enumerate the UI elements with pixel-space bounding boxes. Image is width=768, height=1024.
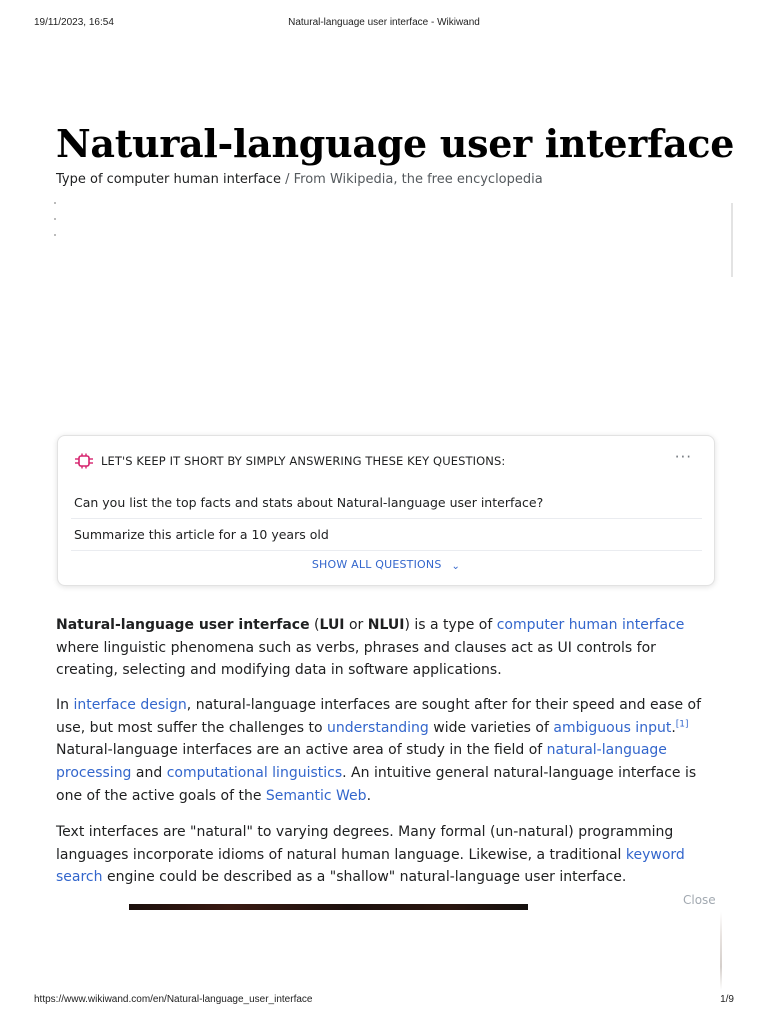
link-ambiguous-input[interactable]: ambiguous input bbox=[553, 719, 672, 736]
close-button[interactable]: Close bbox=[683, 893, 716, 907]
link-keyword-search[interactable]: keyword search bbox=[56, 846, 685, 886]
ai-chip-icon bbox=[74, 453, 94, 469]
abbr-lui: LUI bbox=[319, 617, 345, 633]
print-url: https://www.wikiwand.com/en/Natural-language_user_interface bbox=[34, 994, 313, 1005]
key-questions-heading: LET'S KEEP IT SHORT BY SIMPLY ANSWERING THESE KEY QUESTIONS: bbox=[101, 454, 506, 468]
key-questions-header bbox=[74, 452, 505, 470]
source-note: From Wikipedia, the free encyclopedia bbox=[293, 172, 543, 187]
print-datetime: 19/11/2023, 16:54 bbox=[34, 17, 114, 28]
link-natural-language-processing[interactable]: natural-language processing bbox=[56, 742, 667, 782]
term-bold: Natural-language user interface bbox=[56, 617, 310, 633]
paragraph-interface-design: In interface design, natural-language interfaces are sought after for their speed and ease of use, but most suffer the challenges to understanding wide varieties of ambiguous input.[1] Natural-language interfaces are an active area of study in the field of natural-language processing and computational linguistics. An intuitive general natural-language interface is one of the active goals of the Semantic Web. bbox=[56, 697, 702, 804]
show-all-questions-label: SHOW ALL QUESTIONS bbox=[311, 558, 442, 571]
page-title: Natural-language user interface bbox=[56, 121, 735, 166]
print-footer bbox=[0, 994, 768, 1008]
print-doc-title: Natural-language user interface - Wikiwand bbox=[288, 17, 480, 28]
question-item[interactable]: Summarize this article for a 10 years old bbox=[71, 519, 702, 551]
edge-divider bbox=[731, 203, 733, 277]
paragraph-intro: Natural-language user interface (LUI or NLUI) is a type of computer human interface where linguistic phenomena such as verbs, phrases and clauses act as UI controls for creating, selecting and modifying data in software applications. bbox=[56, 617, 685, 679]
reference-1[interactable]: [1] bbox=[675, 719, 689, 730]
abbr-nlui: NLUI bbox=[367, 617, 405, 633]
placeholder-marks bbox=[54, 202, 60, 242]
overlay-edge bbox=[720, 912, 722, 990]
link-interface-design[interactable]: interface design bbox=[73, 697, 187, 713]
link-computational-linguistics[interactable]: computational linguistics bbox=[166, 765, 343, 782]
print-header bbox=[0, 17, 768, 31]
paragraph-text-interfaces: Text interfaces are "natural" to varying degrees. Many formal (un-natural) programming languages incorporate idioms of natural human language. Likewise, a traditional keyword search engine could be described as a "shallow" natural-language user interface. bbox=[56, 824, 685, 886]
more-options-icon[interactable]: ··· bbox=[674, 448, 692, 466]
subtitle-separator: / bbox=[280, 172, 294, 187]
link-computer-human-interface[interactable]: computer human interface bbox=[496, 617, 685, 633]
link-understanding[interactable]: understanding bbox=[327, 719, 429, 736]
link-semantic-web[interactable]: Semantic Web bbox=[265, 787, 367, 804]
ad-image-strip bbox=[129, 904, 528, 910]
show-all-questions-button[interactable] bbox=[58, 558, 714, 571]
short-description: Type of computer human interface bbox=[56, 172, 281, 187]
chevron-down-icon: ⌄ bbox=[451, 561, 461, 572]
question-item[interactable]: Can you list the top facts and stats about Natural-language user interface? bbox=[71, 487, 702, 519]
page-subtitle bbox=[56, 171, 543, 189]
page-number: 1/9 bbox=[720, 994, 734, 1005]
key-questions-panel bbox=[57, 435, 715, 586]
